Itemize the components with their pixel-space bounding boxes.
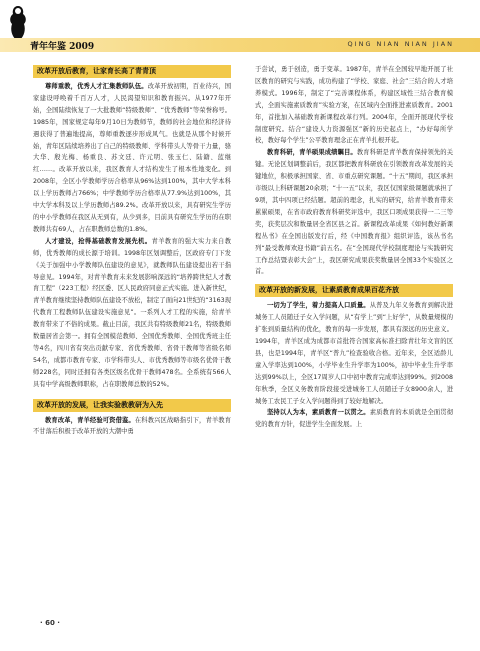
header-pinyin: QING NIAN NIAN JIAN xyxy=(347,40,454,48)
paragraph-lead: 教育改革，青羊经验可资借鉴。 xyxy=(45,416,135,424)
left-column xyxy=(33,64,231,644)
paragraph-lead: 教育科研，青羊硕果成绩瞩目。 xyxy=(267,149,357,157)
paragraph-text: 改革开放初期，百业待兴，国家建设呼唤着千百万人才，人民渴望知识和教育振兴。从1977年开始，全国陆续恢复了一大批教师“特级教师”、“优秀教师”等荣誉称号。1985年，国家规定每年9月10日为教师节，教师的社会地位和经济待遇获得了普遍地提高，尊师重教逐步形成风气。也就是从那个时候开始，青年区陆续培养出了自己的特级教师、学科带头人等骨干力量，骆大华、殷光梅、杨重良、苏文廷、许元明、张玉仁、陆籍、蓝继红……。改革开放以来，我区教育人才结构发生了根本性地变化。到2008年，全区小学教师学历合格率从96%达到100%，其中大学本科以上学历教师占766%；中学教师学历合格率从77.9%达到100%，其中大学本科及以上学历教师占89.2%。改革开放以来，具有研究生学历的中小学教师在我区从无到有，从少到多，目前具有研究生学历的在职教师共有69人，占在职教师总数的1.8%。 xyxy=(33,83,231,233)
section-title: 改革开放的发展，让我实验教教研为入先 xyxy=(33,399,231,412)
section-title: 改革开放的新发展，让素质教育成果百花齐放 xyxy=(255,284,453,297)
section-title: 改革开放后教育，让家育长高了青青顶 xyxy=(33,65,231,78)
paragraph-text: 教育科研是青羊教育保持领先的关键。无论区划调整前后，我区都把教育科研放在引领教育改革发展的关键地位，积极承担国家、省、市重点研究课题。“十五”期间，我区承担市级以上科研课题20余项；“十一五”以来，我区仅国家级课题就承担了9项，其中四项已经结题。超前的理念，扎实的研究，给青羊教育带来累累硕果，在省市政府教育科研奖评选中，我区口项成果获得一二三等奖，获奖层次和数量居全省区县之首。新课程改革成果《如何教好新课程丛书》在全国出版发行后，经《中国教育报》组织评选，该丛书名列“最受教师欢迎书籍”前五名。在“全国现代学校制度理论与实践研究工作总结暨表彰大会”上，我区研究成果获奖数量居全国33个实验区之首。 xyxy=(255,149,453,276)
paragraph-text: 青羊教育的强大实力来自教师，优秀教师的成长源于培训。1998年区划调整后，区政府专门下发《关于加强中小学教师队伍建设的意见》，就教师队伍建设提出若干指导意见。1994年，对青羊教育未来发展影响深远的“培养跨世纪人才教育工程”（223工程）经区委、区人民政府同意正式实施。进入新世纪，青羊教育继续坚持教师队伍建设不放松，制定了面向21世纪的“3163现代教育工程教师队伍建设实施意见”。一系列人才工程的实施，给青羊教育带来了不俗的成果。截止目前，我区共有特级教师21名，特级教师数量居省会第一。拥有全国模范教师、全国优秀教师、全国优秀班主任等4名，四川省有突出贡献专家、省优秀教师、省骨干教师等省级名师54名，成都市教育专家、市学科带头人、市优秀教师等市级名优骨干教师228名，同时还拥有各类区级名优骨干教师478名。全系统有566人具有中学高级教师职称，占在职教师总数的52%。 xyxy=(33,237,231,388)
paragraph-text: 从普及九年义务教育到解决进城务工人员随迁子女入学问题，从“有学上”到“上好学”，从数量规模的扩张到质量结构的优化，教育的每一步发展，都具有深远的历史意义。1994年，青羊区成为成都市首批符合国家高标准扫除青壮年文盲的区县，也是1994年，青羊区“普九”检查验收合格。近年来，全区适龄儿童入学率达到100%，小学毕业生升学率为100%，初中毕业生升学率达到99%以上，全区17周岁人口中初中教育完成率达到99%。到2008年秋季，全区义务教育阶段接受进城务工人员随迁子女8900余人，进城务工农民工子女入学问题得到了较好地解决。 xyxy=(255,302,453,405)
header-title: 青年年鉴 2009 xyxy=(30,42,95,52)
paragraph xyxy=(255,407,453,431)
paragraph-text: 于尝试，勇于创造，勇于变革。1987年，青羊在全国较早地开展了社区教育的研究与实践，成功构建了“学校、家庭、社会”三结合的人才培养模式。1996年，制定了“完善课程体系，构建区域性三结合教育模式，全面实施素质教育”实验方案，在区域内全面推进素质教育。2001年，首批加入基础教育新课程改革行列。2004年，全面开展现代学校制度研究。结合“建设人力资源强区”新的历史起点上，“办好每所学校，教好每个学生”公平教育理念正在青羊扎根开花。 xyxy=(255,66,453,145)
paragraph-lead: 尊师重教，优秀人才汇集教师队伍。 xyxy=(45,83,148,90)
paragraph xyxy=(255,300,453,407)
right-column xyxy=(255,64,453,644)
paragraph xyxy=(33,415,231,439)
paragraph-text: 素质教育的本质就是全面贯彻党的教育方针，促进学生全面发展。上 xyxy=(255,409,453,429)
paragraph xyxy=(33,81,231,236)
paragraph xyxy=(33,236,231,391)
paragraph xyxy=(255,64,453,147)
paragraph-lead: 一切为了学生，着力提高人口质量。 xyxy=(267,302,370,310)
paragraph-lead: 人才建设，抢得基础教育发展先机。 xyxy=(45,237,152,245)
paragraph xyxy=(255,147,453,278)
paragraph-text: 在科教兴区战略指引下，青羊教育不甘落后积极于改革开放的大潮中勇 xyxy=(33,416,231,436)
paragraph-lead: 坚持以人为本，素质教育一以贯之。 xyxy=(267,409,370,417)
page-number: · 60 · xyxy=(40,619,60,627)
